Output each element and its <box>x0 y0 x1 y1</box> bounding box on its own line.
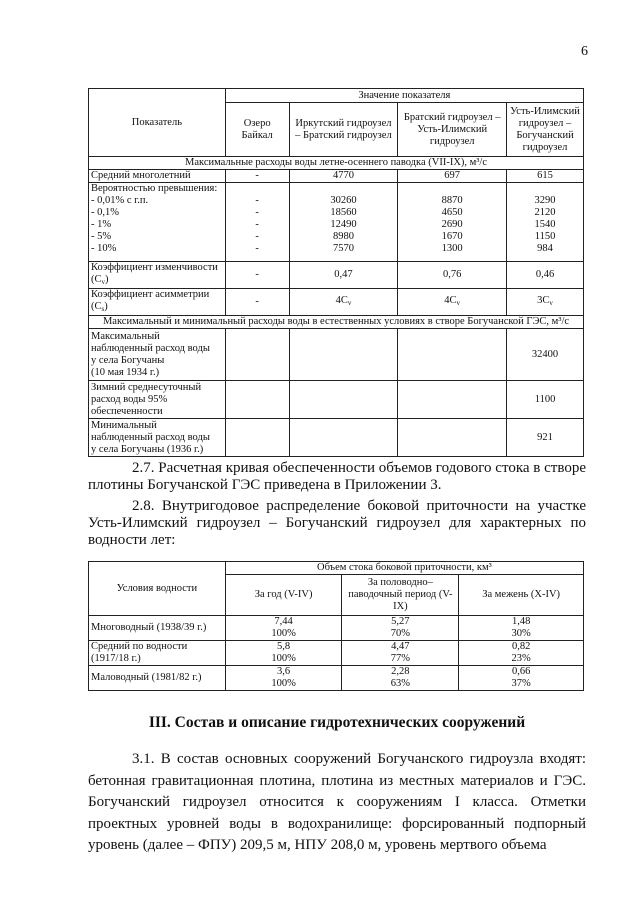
cell <box>342 641 459 666</box>
cell-value: 1,48 <box>511 616 531 627</box>
row-label-line: Минимальный <box>91 419 157 431</box>
cell-percent: 100% <box>271 628 296 639</box>
row-label-part: (C <box>91 301 102 312</box>
row-label: Маловодный (1981/82 г.) <box>89 666 226 691</box>
row-label-line: у села Богучаны (1936 г.) <box>91 443 204 455</box>
cell: - <box>225 262 289 289</box>
row-label-line: Коэффициент асимметрии <box>91 289 210 300</box>
header-irkutsk-bratsk: Иркутский гидроузел – Братский гидроузел <box>289 103 398 157</box>
cell: 615 <box>507 170 584 183</box>
table-row <box>89 616 584 641</box>
cell: - <box>255 219 259 230</box>
row-label-line: - 0,1% <box>91 207 119 218</box>
cell <box>289 289 398 316</box>
cell: 2690 <box>441 219 463 230</box>
header-year: За год (V-IV) <box>225 575 342 616</box>
cell: 8980 <box>332 231 354 242</box>
cell-empty <box>289 329 398 381</box>
section-flood-title: Максимальные расходы воды летне-осеннего паводка (VII-IX), м³/с <box>89 157 584 170</box>
cell-percent: 37% <box>511 678 531 689</box>
cell-empty <box>225 381 289 419</box>
cell-percent: 77% <box>390 653 410 664</box>
cell: 1150 <box>534 231 556 242</box>
cell: - <box>255 195 259 206</box>
tributary-table <box>88 561 584 691</box>
cell: 4650 <box>441 207 463 218</box>
row-label-line: - 5% <box>91 231 112 242</box>
cell: 7570 <box>332 243 354 254</box>
cell: 1100 <box>507 381 584 419</box>
row-label-line: наблюденный расход воды <box>91 431 210 443</box>
header-volume-group: Объем стока боковой приточности, км³ <box>225 562 583 575</box>
cell-value: 0,66 <box>511 666 531 677</box>
paragraph-2-7: 2.7. Расчетная кривая обеспеченности объемов годового стока в створе плотины Богучанской ГЭС приведена в Приложении 3. <box>88 460 586 493</box>
cell: - <box>225 170 289 183</box>
cell <box>459 616 584 641</box>
row-label-sub: s <box>101 305 105 313</box>
cell-value: 4C <box>335 295 348 306</box>
cell: 0,47 <box>289 262 398 289</box>
cell <box>459 666 584 691</box>
table-row <box>89 289 584 316</box>
cell: - <box>225 289 289 316</box>
cell <box>225 641 342 666</box>
row-label-sub: v <box>101 278 105 286</box>
cell-column <box>507 183 584 262</box>
cell: 1540 <box>534 219 556 230</box>
cell: - <box>255 207 259 218</box>
row-label-line: обеспеченности <box>91 405 163 417</box>
table-row <box>89 641 584 666</box>
table-row <box>89 329 584 381</box>
row-label-part: ) <box>104 301 108 312</box>
page-number: 6 <box>581 44 588 59</box>
cell <box>342 616 459 641</box>
row-label: Средний многолетний <box>89 170 226 183</box>
cell-empty <box>225 329 289 381</box>
row-label-part: (C <box>91 274 102 285</box>
paragraph-2-8: 2.8. Внутригодовое распределение боковой приточности на участке Усть-Илимский гидроузел – Богучанский гидроузел для характерных по водности лет: <box>88 498 586 548</box>
row-label-line: расход воды 95% <box>91 393 168 405</box>
cell: 697 <box>398 170 507 183</box>
row-label-line: - 0,01% с г.п. <box>91 195 149 206</box>
cell: 1300 <box>441 243 463 254</box>
header-flood-period: За половодно– паводочный период (V-IX) <box>342 575 459 616</box>
cell: 30260 <box>330 195 357 206</box>
cell: 32400 <box>507 329 584 381</box>
cell-value: 4C <box>444 295 457 306</box>
cell <box>342 666 459 691</box>
row-label-line: - 1% <box>91 219 112 230</box>
row-label-part: ) <box>105 274 109 285</box>
cell: - <box>255 243 259 254</box>
paragraph-3-1: 3.1. В состав основных сооружений Богучанского гидроузла входят: бетонная гравитационная плотина, плотина из местных материалов и ГЭС. Богучанский гидроузел относится к сооружениям I класса. Отметки проектных уровней воды в водохранилище: форсированный подпорный уровень (далее – ФПУ) 209,5 м, НПУ 208,0 м, уровень мертвого объема <box>88 751 586 853</box>
row-label-winter <box>89 381 226 419</box>
section-heading: III. Состав и описание гидротехнических сооружений <box>148 714 526 731</box>
cell-value: 5,27 <box>391 616 410 627</box>
cell-value: 5,8 <box>277 641 291 652</box>
cell: 4770 <box>289 170 398 183</box>
cell-empty <box>398 329 507 381</box>
cell: 18560 <box>330 207 357 218</box>
cell-empty <box>289 419 398 457</box>
table-row <box>89 183 584 262</box>
header-baikal: Озеро Байкал <box>225 103 289 157</box>
row-label-line: - 10% <box>91 243 117 254</box>
cell-empty <box>398 381 507 419</box>
row-label-max <box>89 329 226 381</box>
cell-value: 7,44 <box>274 616 293 627</box>
cell-value: 0,82 <box>511 641 531 652</box>
cell-value: 2,28 <box>391 666 410 677</box>
header-bratsk-ustilimsk: Братский гидроузел – Усть-Илимский гидроузел <box>398 103 507 157</box>
row-label: Многоводный (1938/39 г.) <box>89 616 226 641</box>
cell-percent: 30% <box>511 628 531 639</box>
cell-value: 3C <box>537 295 550 306</box>
header-value-group: Значение показателя <box>225 89 583 103</box>
row-label-cs <box>89 289 226 316</box>
row-label: Средний по водности (1917/18 г.) <box>89 641 226 666</box>
row-label-line: у села Богучаны <box>91 354 165 366</box>
cell-percent: 100% <box>271 678 296 689</box>
cell <box>225 666 342 691</box>
row-label-min <box>89 419 226 457</box>
row-label-cv <box>89 262 226 289</box>
cell: 1670 <box>441 231 463 242</box>
cell: 3290 <box>534 195 556 206</box>
hydrology-table <box>88 88 584 457</box>
cell-sub: v <box>549 299 553 307</box>
cell <box>459 641 584 666</box>
cell: 984 <box>537 243 553 254</box>
row-label-line: Коэффициент изменчивости <box>91 262 218 273</box>
cell-column <box>289 183 398 262</box>
cell <box>507 289 584 316</box>
cell-value: 3,6 <box>277 666 291 677</box>
cell-empty <box>225 419 289 457</box>
table-row <box>89 419 584 457</box>
row-label-line: наблюденный расход воды <box>91 342 210 354</box>
cell-sub: v <box>456 299 461 307</box>
cell <box>225 616 342 641</box>
section-natural-title: Максимальный и минимальный расходы воды в естественных условиях в створе Богучанской ГЭС, м³/с <box>89 316 584 329</box>
row-label-line: Максимальный <box>91 330 160 342</box>
cell-value: 4,47 <box>391 641 410 652</box>
cell: 8870 <box>441 195 463 206</box>
cell: 12490 <box>330 219 357 230</box>
cell-empty <box>398 419 507 457</box>
cell-percent: 70% <box>390 628 410 639</box>
row-label-line: (10 мая 1934 г.) <box>91 366 160 378</box>
cell: 2120 <box>534 207 556 218</box>
cell-percent: 63% <box>390 678 410 689</box>
table-row <box>89 262 584 289</box>
header-conditions: Условия водности <box>89 562 226 616</box>
header-ustilimsk-boguchany: Усть-Илимский гидроузел – Богучанский гидроузел <box>507 103 584 157</box>
row-label-line: Вероятностью превышения: <box>91 183 218 194</box>
cell-column <box>225 183 289 262</box>
table-row <box>89 381 584 419</box>
row-label-probability <box>89 183 226 262</box>
cell-empty <box>289 381 398 419</box>
table-row <box>89 170 584 183</box>
cell-sub: v <box>347 299 352 307</box>
cell: 0,76 <box>398 262 507 289</box>
cell-column <box>398 183 507 262</box>
cell: 921 <box>507 419 584 457</box>
cell: 0,46 <box>507 262 584 289</box>
row-label-line: Зимний среднесуточный <box>91 381 202 393</box>
cell-percent: 100% <box>271 653 296 664</box>
cell: - <box>255 231 259 242</box>
header-low-water: За межень (X-IV) <box>459 575 584 616</box>
cell-percent: 23% <box>511 653 531 664</box>
header-indicator: Показатель <box>89 89 226 157</box>
table-row <box>89 666 584 691</box>
cell <box>398 289 507 316</box>
